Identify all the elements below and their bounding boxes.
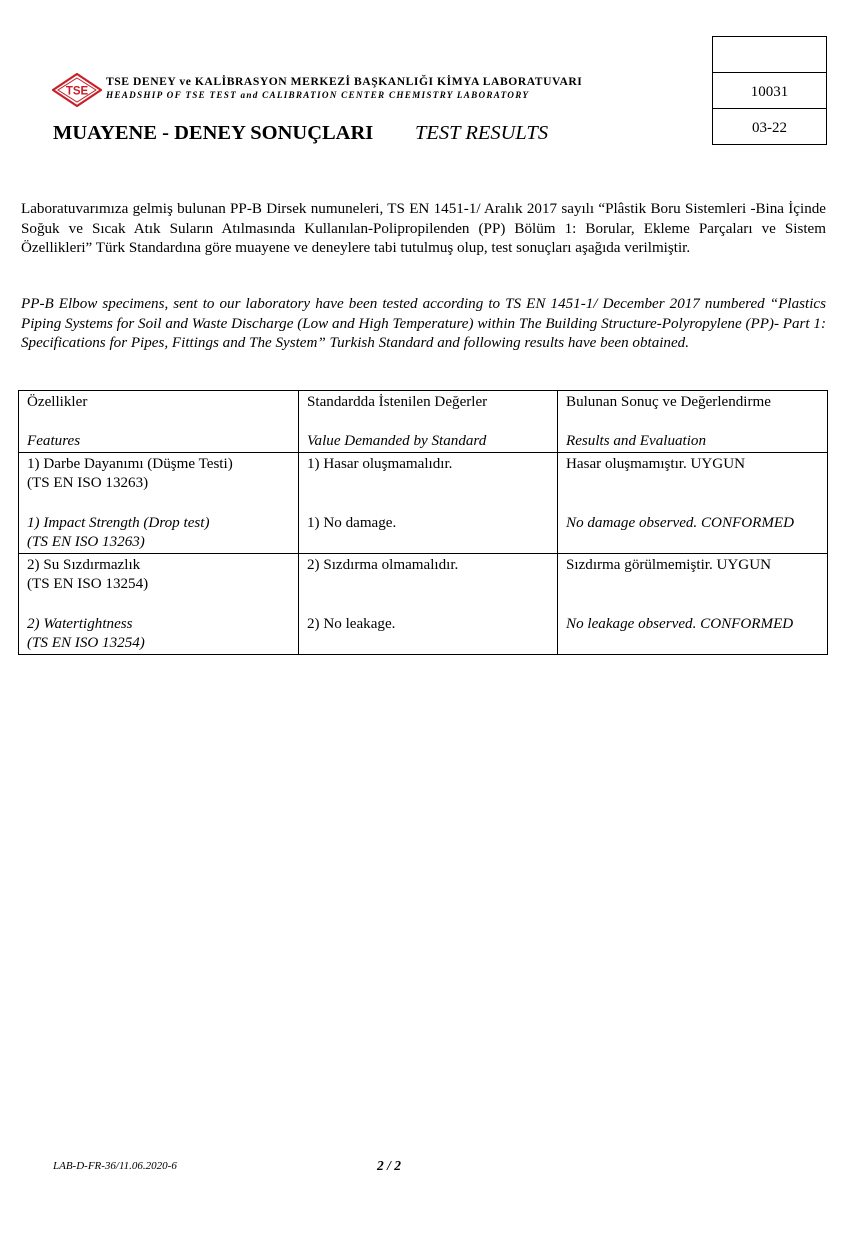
tse-logo	[52, 73, 102, 107]
result-en: No leakage observed. CONFORMED	[566, 615, 794, 632]
org-name-en: HEADSHIP OF TSE TEST and CALIBRATION CENTER CHEMISTRY LABORATORY	[106, 90, 530, 100]
feature-cell	[19, 452, 299, 553]
feature-standard-tr: (TS EN ISO 13263)	[27, 475, 149, 492]
header-demanded-en: Value Demanded by Standard	[307, 433, 487, 450]
feature-name-tr: 1) Darbe Dayanımı (Düşme Testi)	[27, 455, 233, 472]
header-demanded	[299, 391, 558, 453]
form-code: LAB-D-FR-36/11.06.2020-6	[53, 1160, 177, 1172]
result-en: No damage observed. CONFORMED	[566, 514, 795, 531]
page-title-en: TEST RESULTS	[415, 122, 549, 144]
demand-cell	[299, 553, 558, 654]
intro-paragraph-tr: Laboratuvarımıza gelmiş bulunan PP-B Dirsek numuneleri, TS EN 1451-1/ Aralık 2017 sayılı “Plâstik Boru Sistemleri -Bina İçinde Soğuk ve Sıcak Atık Suların Atılmasında Kullanılan-Polipropilenden (PP) Bölüm 1: Borular, Ekleme Parçaları ve Sistem Özellikleri” Türk Standardına göre muayene ve deneylere tabi tutulmuş olup, test sonuçları aşağıda verilmiştir.	[21, 201, 826, 257]
report-number: 10031	[713, 73, 826, 109]
header-results-tr: Bulunan Sonuç ve Değerlendirme	[566, 394, 771, 410]
header-features-en: Features	[27, 433, 81, 450]
feature-cell	[19, 553, 299, 654]
result-tr: Sızdırma görülmemiştir. UYGUN	[566, 556, 772, 573]
results-table	[18, 390, 828, 655]
page-title-tr: MUAYENE - DENEY SONUÇLARI	[53, 122, 374, 144]
feature-standard-en: (TS EN ISO 13263)	[27, 534, 145, 551]
org-name-tr: TSE DENEY ve KALİBRASYON MERKEZİ BAŞKANLIĞI KİMYA LABORATUVARI	[106, 75, 583, 88]
table-header-row	[19, 391, 828, 453]
header-results-en: Results and Evaluation	[566, 433, 707, 450]
page-number: 2 / 2	[377, 1158, 402, 1173]
feature-standard-tr: (TS EN ISO 13254)	[27, 576, 149, 593]
intro-paragraph-en: PP-B Elbow specimens, sent to our laboratory have been tested according to TS EN 1451-1/ December 2017 numbered “Plastics Piping Systems for Soil and Waste Discharge (Low and High Temperature) within The Building Structure-Polyropylene (PP)- Part 1: Specifications for Pipes, Fittings and The System” Turkish Standard and following results have been obtained.	[21, 296, 826, 352]
header-demanded-tr: Standardda İstenilen Değerler	[307, 394, 488, 410]
ref-box-empty-cell	[713, 37, 826, 73]
header-features-tr: Özellikler	[27, 394, 88, 410]
demand-tr: 2) Sızdırma olmamalıdır.	[307, 556, 459, 573]
result-cell	[558, 553, 828, 654]
svg-text:TSE: TSE	[65, 85, 89, 98]
result-cell	[558, 452, 828, 553]
table-row	[19, 452, 828, 553]
demand-en: 2) No leakage.	[307, 615, 396, 632]
header-results	[558, 391, 828, 453]
result-tr: Hasar oluşmamıştır. UYGUN	[566, 455, 746, 472]
header-features	[19, 391, 299, 453]
date-code: 03-22	[752, 120, 787, 136]
demand-tr: 1) Hasar oluşmamalıdır.	[307, 455, 453, 472]
reference-box	[712, 36, 827, 145]
demand-en: 1) No damage.	[307, 514, 397, 531]
table-row	[19, 553, 828, 654]
feature-standard-en: (TS EN ISO 13254)	[27, 635, 145, 652]
feature-name-en: 1) Impact Strength (Drop test)	[27, 514, 210, 531]
feature-name-tr: 2) Su Sızdırmazlık	[27, 556, 141, 573]
demand-cell	[299, 452, 558, 553]
feature-name-en: 2) Watertightness	[27, 615, 133, 632]
